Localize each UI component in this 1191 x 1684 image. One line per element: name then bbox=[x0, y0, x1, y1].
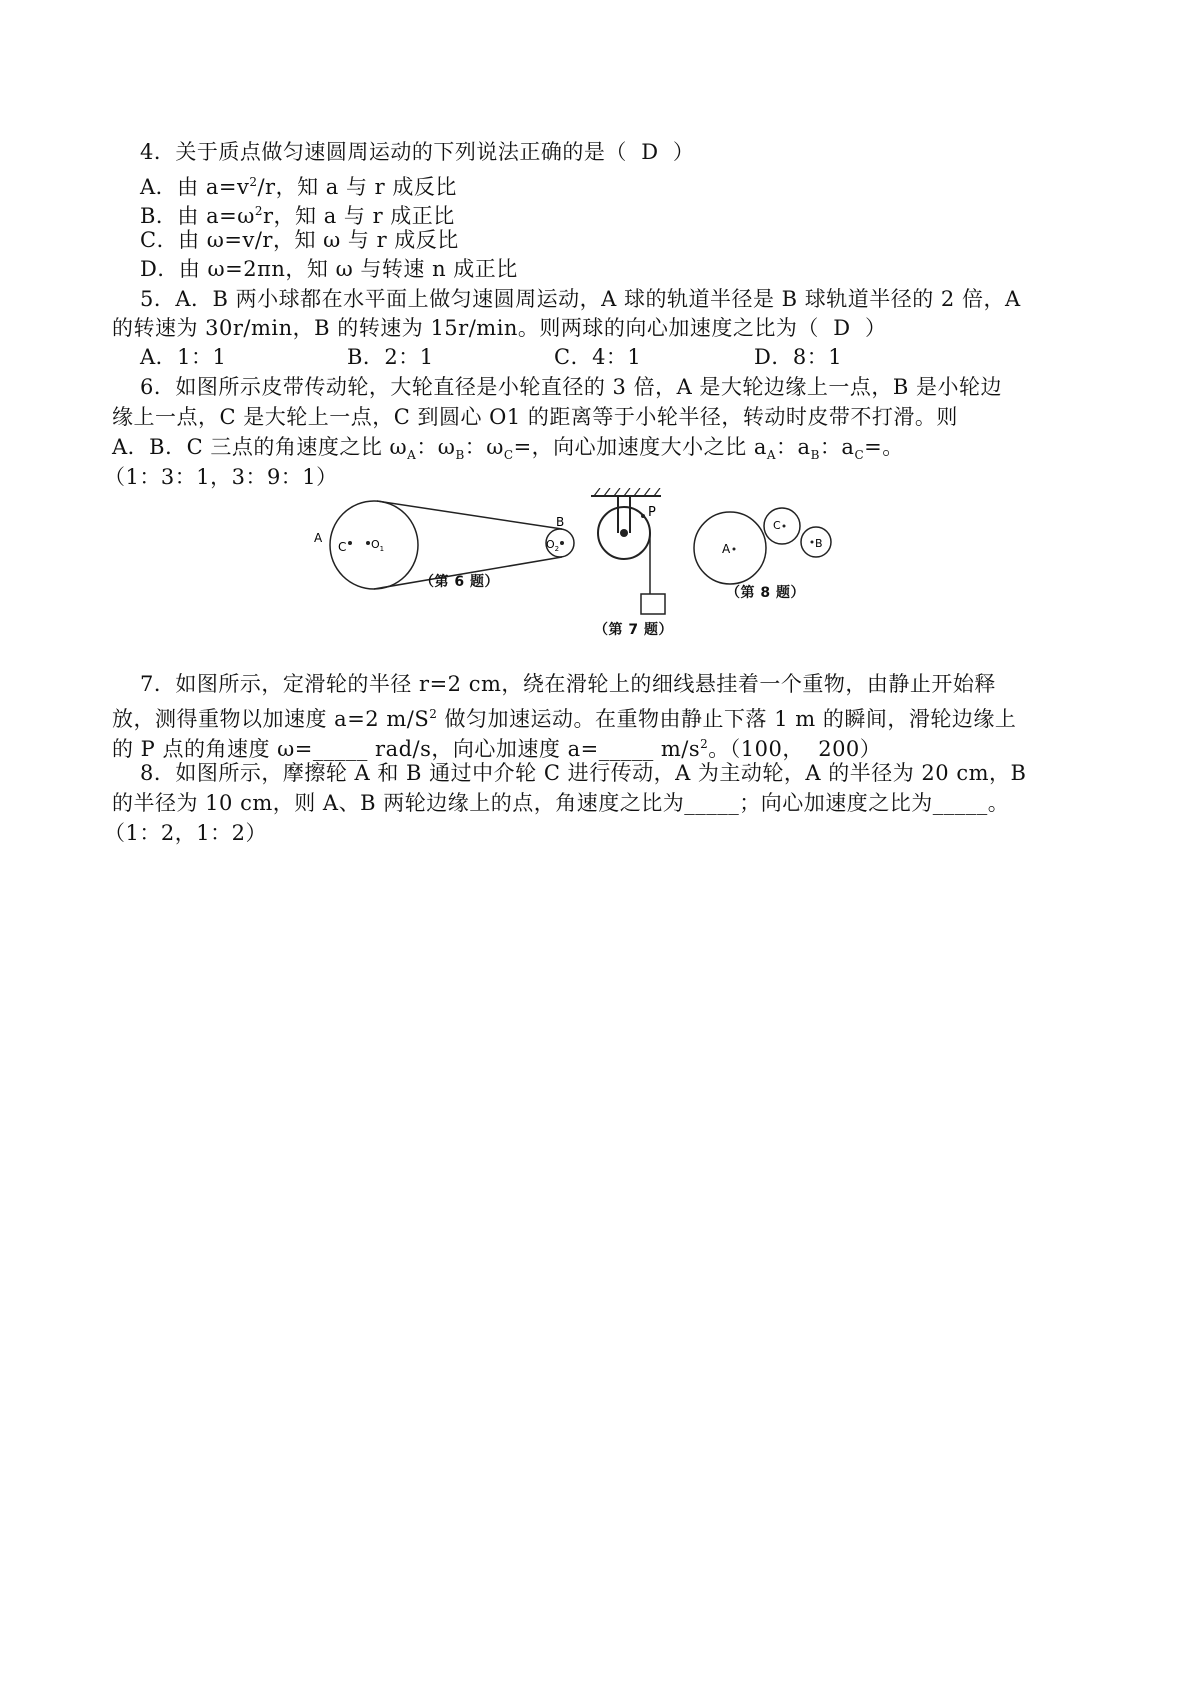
center-o1-dot bbox=[366, 541, 370, 545]
q5-line-2: 的转速为 30r/min，B 的转速为 15r/min。则两球的向心加速度之比为（ D ） bbox=[112, 316, 887, 340]
q6-line-3: A．B．C 三点的角速度之比 $\omega_A$：$\omega_B$：$\omega_C=$，向心加速度大小之比 $a_A$：$a_B$：$a_C=$。 bbox=[112, 435, 904, 463]
label-a8: A bbox=[722, 542, 731, 556]
fig6-caption: （第 6 题） bbox=[420, 574, 499, 590]
figure-6 bbox=[312, 498, 582, 600]
center-o2-dot bbox=[560, 541, 564, 545]
figure-8 bbox=[692, 505, 842, 610]
label-b8: B bbox=[815, 537, 823, 550]
q8-line-1: 8．如图所示，摩擦轮 A 和 B 通过中介轮 C 进行传动，A 为主动轮，A 的半径为 20 cm，B bbox=[140, 761, 1027, 785]
point-p-dot bbox=[641, 514, 645, 518]
q5-line-1: 5．A．B 两小球都在水平面上做匀速圆周运动，A 球的轨道半径是 B 球轨道半径的 2 倍，A bbox=[140, 287, 1021, 311]
label-o2: $O_2$ bbox=[546, 538, 560, 553]
q4-option-d: D．由 ω=2πn，知 ω 与转速 n 成正比 bbox=[140, 257, 518, 281]
wheel-c bbox=[764, 508, 800, 544]
q4-option-b: B．由 $a=\omega^2r$，知 a 与 r 成正比 bbox=[140, 204, 455, 228]
hanging-weight bbox=[641, 594, 665, 614]
label-p: P bbox=[648, 505, 656, 520]
label-a: A bbox=[314, 531, 323, 545]
q4-stem: 4．关于质点做匀速圆周运动的下列说法正确的是（ D ） bbox=[140, 140, 695, 164]
q7-line-1: 7．如图所示，定滑轮的半径 r=2 cm，绕在滑轮上的细线悬挂着一个重物，由静止开始释 bbox=[140, 672, 996, 696]
q6-line-2: 缘上一点，C 是大轮上一点，C 到圆心 O1 的距离等于小轮半径，转动时皮带不打滑。则 bbox=[112, 405, 958, 429]
label-o1: $O_1$ bbox=[371, 538, 385, 553]
figure-7 bbox=[586, 488, 686, 643]
q6-answer: （1：3：1，3：9：1） bbox=[104, 465, 338, 489]
q7-line-3: 的 P 点的角速度 ω=_____ rad/s，向心加速度 a=_____ $m/s^2$。（100， 200） bbox=[112, 737, 882, 761]
q5-option-c: C．4：1 bbox=[554, 345, 642, 369]
q5-option-b: B．2：1 bbox=[347, 345, 434, 369]
q8-answer: （1：2，1：2） bbox=[104, 821, 267, 845]
fig8-caption: （第 8 题） bbox=[726, 585, 805, 601]
label-b: B bbox=[556, 515, 565, 529]
belt-top bbox=[377, 501, 565, 529]
q5-option-d: D．8：1 bbox=[754, 345, 843, 369]
q4-option-a: A．由 $a=v^2/r$，知 a 与 r 成反比 bbox=[140, 175, 457, 199]
q6-line-1: 6．如图所示皮带传动轮，大轮直径是小轮直径的 3 倍，A 是大轮边缘上一点，B 是小轮边 bbox=[140, 375, 1003, 399]
label-c8: C bbox=[773, 519, 781, 532]
q5-option-a: A．1：1 bbox=[140, 345, 227, 369]
q8-line-2: 的半径为 10 cm，则 A、B 两轮边缘上的点，角速度之比为_____；向心加速度之比为_____。 bbox=[112, 791, 1010, 815]
q4-option-c: C．由 ω=v/r，知 ω 与 r 成反比 bbox=[140, 228, 459, 252]
fig7-caption: （第 7 题） bbox=[594, 622, 673, 638]
label-c: C bbox=[338, 540, 347, 554]
q7-line-2: 放，测得重物以加速度 a=2 $m/S^2$ 做匀加速运动。在重物由静止下落 1 m 的瞬间，滑轮边缘上 bbox=[112, 707, 1017, 731]
point-c-dot bbox=[348, 541, 352, 545]
